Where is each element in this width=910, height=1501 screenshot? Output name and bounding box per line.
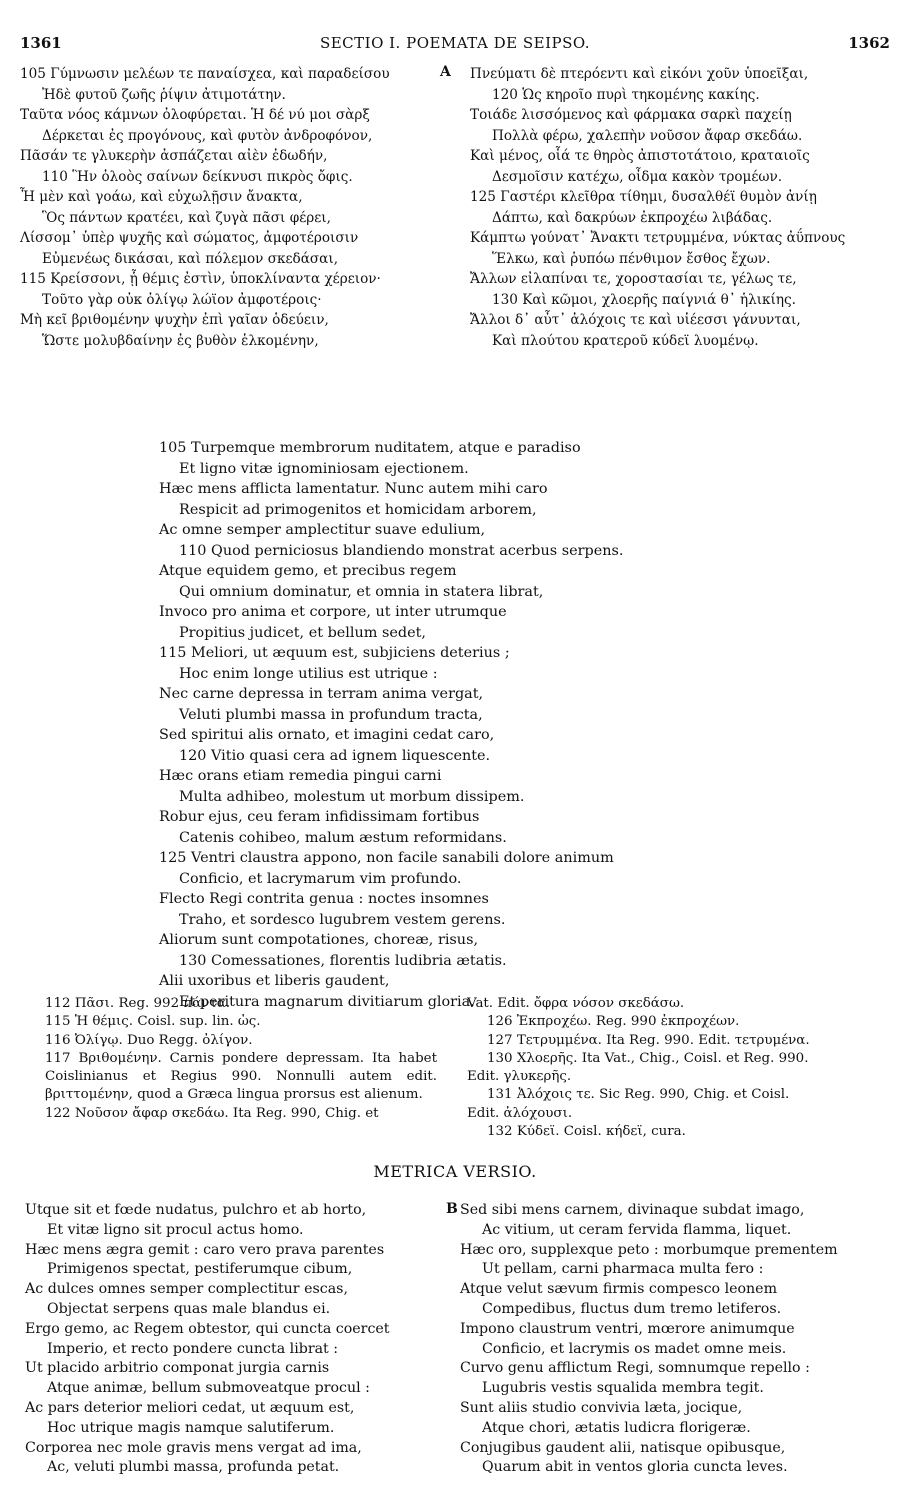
greek-verse-line: 130 Καὶ κῶμοι, χλοερῆς παίγνιά θ᾽ ἡλικίης.	[492, 291, 796, 308]
latin-verse-line: Hæc mens afflicta lamentatur. Nunc autem mihi caro	[159, 481, 548, 497]
latin-verse-line: Respicit ad primogenitos et homicidam arborem,	[179, 501, 537, 518]
running-header	[20, 34, 890, 56]
greek-verse-line: Δεσμοῖσιν κατέχω, οἶδμα κακὸν τρομέων.	[492, 168, 783, 185]
metrica-versio-heading: METRICA VERSIO.	[373, 1162, 537, 1181]
latin-verse-line: Propitius judicet, et bellum sedet,	[179, 624, 426, 641]
metrical-verse-line: Sunt aliis studio convivia læta, jocique,	[460, 1399, 743, 1416]
latin-verse-line: Et ligno vitæ ignominiosam ejectionem.	[179, 460, 469, 477]
greek-verse-line: Ἕλκω, καὶ ῥυπόω πένθιμον ἔσθος ἔχων.	[492, 250, 771, 267]
footnote-line: 127 Τετρυμμένα. Ita Reg. 990. Edit. τετρυμένα.	[487, 1032, 810, 1048]
latin-verse-line: Robur ejus, ceu feram infidissimam fortibus	[159, 809, 480, 825]
greek-verse-line: Ὥστε μολυβδαίνην ἐς βυθὸν ἑλκομένην,	[42, 332, 319, 349]
latin-verse-line: Conficio, et lacrymarum vim profundo.	[179, 870, 462, 887]
metrical-verse-line: Conficio, et lacrymis os madet omne meis.	[482, 1340, 787, 1357]
greek-verse-line: Πολλὰ φέρω, χαλεπὴν νοῦσον ἄφαρ σκεδάω.	[492, 127, 803, 144]
latin-translation	[159, 438, 623, 1012]
greek-verse-line: Πᾶσάν τε γλυκερὴν ἀσπάζεται αἰὲν ἐδωδήν,	[20, 148, 328, 164]
latin-verse-line: Invoco pro anima et corpore, ut inter utrumque	[159, 604, 507, 620]
latin-verse-line: 105 Turpemque membrorum nuditatem, atque e paradiso	[159, 440, 581, 456]
running-title: SECTIO I. POEMATA DE SEIPSO.	[319, 34, 591, 52]
latin-verse-line: Et peritura magnarum divitiarum gloria.	[179, 993, 475, 1010]
greek-verse-line: Κάμπτω γούνατ᾽ Ἄνακτι τετρυμμένα, νύκτας ἀΰπνους	[470, 230, 846, 246]
metrical-verse-line: Impono claustrum ventri, mœrore animumque	[460, 1320, 795, 1337]
metrical-version-right-column	[446, 1201, 900, 1478]
greek-text-left-column	[20, 64, 450, 351]
footnotes-left-column	[25, 995, 437, 1123]
greek-verse-line: Εὐμενέως δικάσαι, καὶ πόλεμον σκεδάσαι,	[42, 250, 339, 267]
latin-verse-line: Aliorum sunt compotationes, choreæ, risus,	[159, 932, 479, 948]
metrical-verse-line: Compedibus, fluctus dum tremo letiferos.	[482, 1300, 782, 1317]
greek-verse-line: 105 Γύμνωσιν μελέων τε παναίσχεα, καὶ παραδείσου	[20, 66, 390, 82]
metrical-verse-line: Hæc mens ægra gemit : caro vero prava parentes	[25, 1241, 385, 1258]
footnote-line: 115 Ἡ θέμις. Coisl. sup. lin. ὡς.	[45, 1014, 261, 1030]
metrical-verse-line: Ut pellam, carni pharmaca multa fero :	[482, 1261, 764, 1278]
greek-verse-line: 120 Ὡς κηροῖο πυρὶ τηκομένης κακίης.	[492, 86, 760, 103]
footnote-line: 132 Κύδεϊ. Coisl. κήδεϊ, cura.	[487, 1124, 686, 1140]
greek-verse-line: Καὶ μένος, οἷά τε θηρὸς ἀπιστοτάτοιο, κραταιοῖς	[470, 148, 810, 164]
footnote-line: 126 Ἐκπροχέω. Reg. 990 ἐκπροχέων.	[487, 1014, 740, 1030]
metrical-verse-line: Et vitæ ligno sit procul actus homo.	[47, 1221, 304, 1238]
greek-verse-line: Δέρκεται ἐς προγόνους, καὶ φυτὸν ἀνδροφόνον,	[42, 127, 373, 144]
right-page-number: 1362	[848, 34, 890, 52]
latin-verse-line: 120 Vitio quasi cera ad ignem liquescente.	[179, 747, 491, 764]
greek-verse-line: Τοῦτο γὰρ οὐκ ὀλίγῳ λώϊον ἀμφοτέροις·	[42, 291, 322, 308]
latin-verse-line: Catenis cohibeo, malum æstum reformidans.	[179, 829, 507, 846]
latin-verse-line: Hæc orans etiam remedia pingui carni	[159, 768, 442, 784]
metrical-verse-line: Conjugibus gaudent alii, natisque opibusque,	[460, 1439, 786, 1456]
latin-verse-line: 130 Comessationes, florentis ludibria ætatis.	[179, 952, 507, 969]
latin-verse-line: Veluti plumbi massa in profundum tracta,	[179, 706, 483, 723]
metrical-verse-line: Atque velut sævum firmis compesco leonem	[460, 1281, 778, 1298]
greek-verse-line: Ἄλλοι δ᾽ αὖτ᾽ ἀλόχοις τε καὶ υἱέεσσι γάνυνται,	[470, 312, 801, 328]
metrical-verse-line: Atque chori, ætatis ludicra florigeræ.	[482, 1419, 751, 1436]
greek-verse-line: Δάπτω, καὶ δακρύων ἐκπροχέω λιβάδας.	[492, 209, 773, 226]
margin-letter-a: A	[440, 64, 451, 80]
left-page-number: 1361	[20, 34, 62, 52]
metrical-verse-line: Curvo genu afflictum Regi, somnumque repello :	[460, 1360, 810, 1377]
metrical-verse-line: Ut placido arbitrio componat jurgia carnis	[25, 1360, 330, 1377]
latin-verse-line: Hoc enim longe utilius est utrique :	[179, 665, 438, 682]
greek-verse-line: Ὃς πάντων κρατέει, καὶ ζυγὰ πᾶσι φέρει,	[42, 209, 331, 226]
greek-verse-line: Ἦ μὲν καὶ γοάω, καὶ εὐχωλῇσιν ἄνακτα,	[20, 189, 303, 205]
greek-text-right-column	[452, 64, 910, 351]
latin-verse-line: 125 Ventri claustra appono, non facile sanabili dolore animum	[159, 850, 614, 866]
latin-verse-line: Ac omne semper amplectitur suave edulium,	[159, 522, 486, 538]
latin-verse-line: Sed spiritui alis ornato, et imagini cedat caro,	[159, 727, 495, 743]
latin-verse-line: Traho, et sordesco lugubrem vestem gerens.	[179, 911, 506, 928]
greek-verse-line: Καὶ πλούτου κρατεροῦ κύδεϊ λυομένῳ.	[492, 332, 759, 349]
footnote-line: 116 Ὀλίγῳ. Duo Regg. ὀλίγον.	[45, 1032, 253, 1048]
metrical-verse-line: Imperio, et recto pondere cuncta librat :	[47, 1340, 339, 1357]
metrical-verse-line: Ergo gemo, ac Regem obtestor, qui cuncta coercet	[25, 1320, 390, 1337]
greek-verse-line: 110 Ἣν ὀλοὸς σαίνων δείκνυσι πικρὸς ὄφις.	[42, 168, 353, 185]
latin-verse-line: Flecto Regi contrita genua : noctes insomnes	[159, 891, 489, 907]
greek-verse-line: Μὴ κεῖ βριθομένην ψυχὴν ἐπὶ γαῖαν ὁδεύειν,	[20, 312, 329, 328]
latin-verse-line: Multa adhibeo, molestum ut morbum dissipem.	[179, 788, 525, 805]
metrical-verse-line: Ac vitium, ut ceram fervida flamma, liquet.	[482, 1221, 792, 1238]
greek-verse-line: Ἄλλων εἰλαπίναι τε, χοροστασίαι τε, γέλως τε,	[470, 271, 797, 287]
greek-verse-line: Πνεύματι δὲ πτερόεντι καὶ εἰκόνι χοῦν ὑποεῖξαι,	[470, 66, 809, 82]
latin-verse-line: Atque equidem gemo, et precibus regem	[159, 563, 457, 579]
footnote-line: 112 Πᾶσι. Reg. 992 πάντα.	[45, 996, 231, 1011]
footnote-line: 122 Νοῦσον ἄφαρ σκεδάω. Ita Reg. 990, Chig. et	[45, 1105, 379, 1121]
greek-verse-line: 125 Γαστέρι κλεῖθρα τίθημι, δυσαλθέϊ θυμὸν ἀνίῃ	[470, 189, 817, 205]
latin-verse-line: Qui omnium dominatur, et omnia in statera librat,	[179, 583, 544, 600]
footnote-line: 130 Χλοερῆς. Ita Vat., Chig., Coisl. et Reg. 990.	[487, 1050, 809, 1066]
metrical-verse-line: Utque sit et fœde nudatus, pulchro et ab horto,	[25, 1202, 367, 1218]
metrical-verse-line: Quarum abit in ventos gloria cuncta leves.	[482, 1459, 788, 1476]
footnote-line: Edit. γλυκερῆς.	[467, 1069, 572, 1085]
greek-verse-line: Λίσσομ᾽ ὑπὲρ ψυχῆς καὶ σώματος, ἀμφοτέροισιν	[20, 230, 359, 246]
metrical-verse-line: Atque animæ, bellum submoveatque procul :	[47, 1380, 370, 1397]
footnote-line: 117 Βριθομένην. Carnis pondere depressam. Ita habet Coislinianus et Regius 990. Nonnulli autem edit. βριττομένην, quod a Græca lingua prorsus est alienum.	[45, 1050, 437, 1103]
latin-verse-line: 110 Quod perniciosus blandiendo monstrat acerbus serpens.	[179, 542, 624, 559]
greek-verse-line: Ταῦτα νόος κάμνων ὀλοφύρεται. Ἡ δέ νύ μοι σὰρξ	[20, 107, 370, 123]
metrical-verse-line: Primigenos spectat, pestiferumque cibum,	[47, 1261, 353, 1278]
latin-verse-line: Alii uxoribus et liberis gaudent,	[159, 973, 390, 989]
metrical-verse-line: Sed sibi mens carnem, divinaque subdat imago,	[460, 1202, 805, 1218]
footnote-line: 131 Ἀλόχοις τε. Sic Reg. 990, Chig. et Coisl.	[487, 1087, 790, 1103]
greek-verse-line: 115 Κρείσσονι, ᾗ θέμις ἐστὶν, ὑποκλίναντα χέρειον·	[20, 271, 381, 287]
metrical-verse-line: Hoc utrique magis namque salutiferum.	[47, 1419, 335, 1436]
footnote-line: Vat. Edit. ὄφρα νόσον σκεδάσω.	[467, 996, 685, 1011]
latin-verse-line: Nec carne depressa in terram anima vergat,	[159, 686, 484, 702]
footnotes-right-column	[467, 995, 887, 1141]
metrical-verse-line: Objectat serpens quas male blandus ei.	[47, 1300, 331, 1317]
metrical-verse-line: Ac, veluti plumbi massa, profunda petat.	[47, 1459, 340, 1476]
greek-verse-line: Τοιάδε λισσόμενος καὶ φάρμακα σαρκὶ παχείῃ	[470, 107, 792, 123]
metrical-version-left-column	[25, 1201, 445, 1478]
latin-verse-line: 115 Meliori, ut æquum est, subjiciens deterius ;	[159, 645, 510, 661]
metrical-verse-line: Corporea nec mole gravis mens vergat ad ima,	[25, 1439, 362, 1456]
metrical-verse-line: Lugubris vestis squalida membra tegit.	[482, 1380, 764, 1397]
metrical-verse-line: Ac pars deterior meliori cedat, ut æquum est,	[25, 1399, 355, 1416]
margin-letter-b: B	[446, 1201, 458, 1217]
greek-verse-line: Ἠδὲ φυτοῦ ζωῆς ῥίψιν ἀτιμοτάτην.	[42, 86, 286, 103]
metrical-verse-line: Ac dulces omnes semper complectitur escas,	[25, 1281, 348, 1298]
metrical-verse-line: Hæc oro, supplexque peto : morbumque prementem	[460, 1241, 838, 1258]
footnote-line: Edit. ἀλόχουσι.	[467, 1105, 573, 1121]
